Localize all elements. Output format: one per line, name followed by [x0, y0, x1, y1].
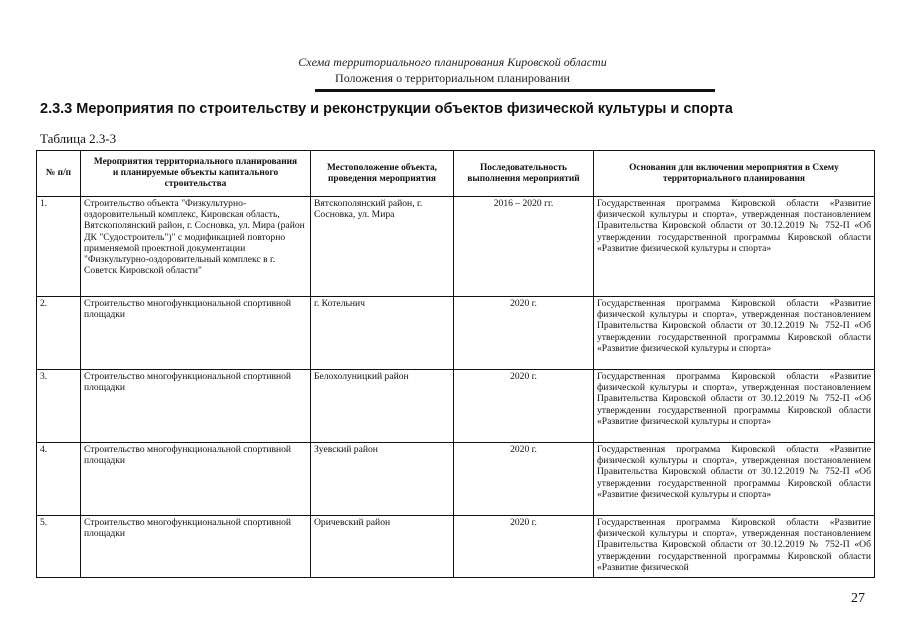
cell-location: Вятскополянский район, г. Сосновка, ул. Мира — [311, 197, 454, 297]
cell-location: Белохолуницкий район — [311, 370, 454, 443]
cell-location: Зуевский район — [311, 443, 454, 516]
table-row — [37, 516, 875, 578]
cell-basis: Государственная программа Кировской области «Развитие физической культуры и спорта», утвержденная постановлением Правительства Кировской области от 30.12.2019 № 752-П «Об утверждении государственной программы Кировской области «Развитие физической культуры и спорта» — [594, 297, 875, 370]
cell-location: Оричевский район — [311, 516, 454, 578]
cell-measure: Строительство многофункциональной спортивной площадки — [81, 443, 311, 516]
cell-measure: Строительство многофункциональной спортивной площадки — [81, 297, 311, 370]
cell-sequence: 2020 г. — [454, 370, 594, 443]
column-header-number: № п/п — [37, 151, 81, 197]
cell-sequence: 2020 г. — [454, 443, 594, 516]
cell-number: 5. — [37, 516, 81, 578]
measures-table — [36, 150, 875, 578]
cell-measure: Строительство многофункциональной спортивной площадки — [81, 516, 311, 578]
header-divider — [315, 89, 715, 92]
table-row — [37, 443, 875, 516]
cell-sequence: 2020 г. — [454, 297, 594, 370]
table-row — [37, 197, 875, 297]
cell-sequence: 2020 г. — [454, 516, 594, 578]
cell-number: 2. — [37, 297, 81, 370]
column-header-measure: Мероприятия территориального планирования и планируемые объекты капитального строительства — [81, 151, 311, 197]
cell-basis: Государственная программа Кировской области «Развитие физической культуры и спорта», утвержденная постановлением Правительства Кировской области от 30.12.2019 № 752-П «Об утверждении государственной программы Кировской области «Развитие физической культуры и спорта» — [594, 443, 875, 516]
cell-number: 3. — [37, 370, 81, 443]
table-header-row — [37, 151, 875, 197]
cell-location: г. Котельнич — [311, 297, 454, 370]
column-header-sequence: Последовательность выполнения мероприятий — [454, 151, 594, 197]
document-header-title: Схема территориального планирования Кировской области — [298, 55, 607, 69]
table-row — [37, 297, 875, 370]
cell-basis: Государственная программа Кировской области «Развитие физической культуры и спорта», утвержденная постановлением Правительства Кировской области от 30.12.2019 № 752-П «Об утверждении государственной программы Кировской области «Развитие физической — [594, 516, 875, 578]
column-header-location: Местоположение объекта, проведения мероприятия — [311, 151, 454, 197]
page-number: 27 — [851, 591, 865, 606]
cell-measure: Строительство объекта "Физкультурно-оздоровительный комплекс, Кировская область, Вятскополянский район, г. Сосновка, ул. Мира (район ДК "Судостроитель")" с модификацией повторно применяемой проектной документации "Физкультурно-оздоровительный комплекс в г. Советск Кировской области" — [81, 197, 311, 297]
table-caption: Таблица 2.3-3 — [40, 131, 117, 146]
column-header-basis: Основания для включения мероприятия в Схему территориального планирования — [594, 151, 875, 197]
document-header-subtitle: Положения о территориальном планировании — [335, 71, 570, 85]
cell-number: 1. — [37, 197, 81, 297]
table-row — [37, 370, 875, 443]
cell-sequence: 2016 – 2020 гг. — [454, 197, 594, 297]
cell-basis: Государственная программа Кировской области «Развитие физической культуры и спорта», утвержденная постановлением Правительства Кировской области от 30.12.2019 № 752-П «Об утверждении государственной программы Кировской области «Развитие физической культуры и спорта» — [594, 197, 875, 297]
cell-basis: Государственная программа Кировской области «Развитие физической культуры и спорта», утвержденная постановлением Правительства Кировской области от 30.12.2019 № 752-П «Об утверждении государственной программы Кировской области «Развитие физической культуры и спорта» — [594, 370, 875, 443]
section-heading: 2.3.3 Мероприятия по строительству и реконструкции объектов физической культуры и спорта — [40, 101, 733, 117]
cell-measure: Строительство многофункциональной спортивной площадки — [81, 370, 311, 443]
cell-number: 4. — [37, 443, 81, 516]
